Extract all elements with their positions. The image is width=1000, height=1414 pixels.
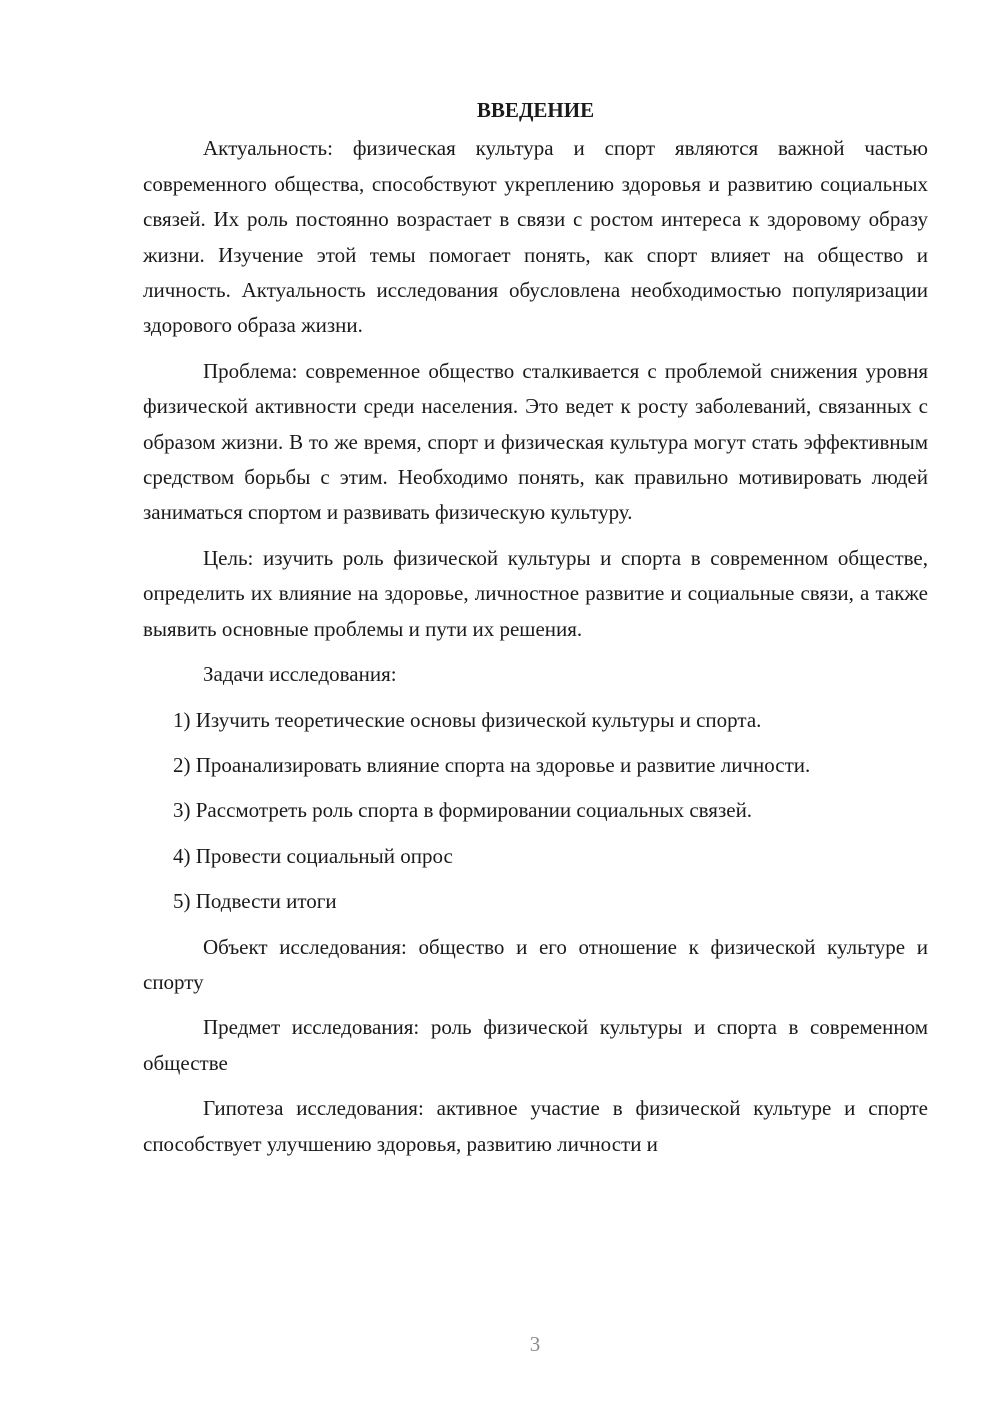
paragraph-relevance: Актуальность: физическая культура и спорт являются важной частью современного общества, способствуют укреплению здоровья и развитию социальных связей. Их роль постоянно возрастает в связи с ростом интереса к здоровому образу жизни. Изучение этой темы помогает понять, как спорт влияет на общество и личность. Актуальность исследования обусловлена необходимостью популяризации здорового образа жизни.: [143, 136, 928, 338]
paragraph-object: Объект исследования: общество и его отношение к физической культуре и спорту: [143, 934, 928, 994]
page-content: [143, 93, 928, 1162]
paragraph-tasks-heading: Задачи исследования:: [203, 662, 397, 687]
section-title: ВВЕДЕНИЕ: [476, 98, 595, 122]
paragraph-subject: Предмет исследования: роль физической культуры и спорта в современном обществе: [143, 1015, 928, 1075]
task-item-3: 3) Рассмотреть роль спорта в формировании социальных связей.: [173, 798, 753, 823]
page-number: 3: [529, 1332, 541, 1356]
task-item-4: 4) Провести социальный опрос: [173, 843, 453, 868]
task-item-2: 2) Проанализировать влияние спорта на здоровье и развитие личности.: [173, 752, 811, 777]
task-item-1: 1) Изучить теоретические основы физической культуры и спорта.: [173, 707, 762, 732]
task-item-5: 5) Подвести итоги: [173, 889, 337, 914]
paragraph-goal: Цель: изучить роль физической культуры и спорта в современном обществе, определить их влияние на здоровье, личностное развитие и социальные связи, а также выявить основные проблемы и пути их решения.: [143, 545, 928, 641]
paragraph-hypothesis: Гипотеза исследования: активное участие в физической культуре и спорте способствует улучшению здоровья, развитию личности и: [143, 1096, 928, 1156]
paragraph-problem: Проблема: современное общество сталкивается с проблемой снижения уровня физической активности среди населения. Это ведет к росту заболеваний, связанных с образом жизни. В то же время, спорт и физическая культура могут стать эффективным средством борьбы с этим. Необходимо понять, как правильно мотивировать людей заниматься спортом и развивать физическую культуру.: [143, 358, 928, 525]
